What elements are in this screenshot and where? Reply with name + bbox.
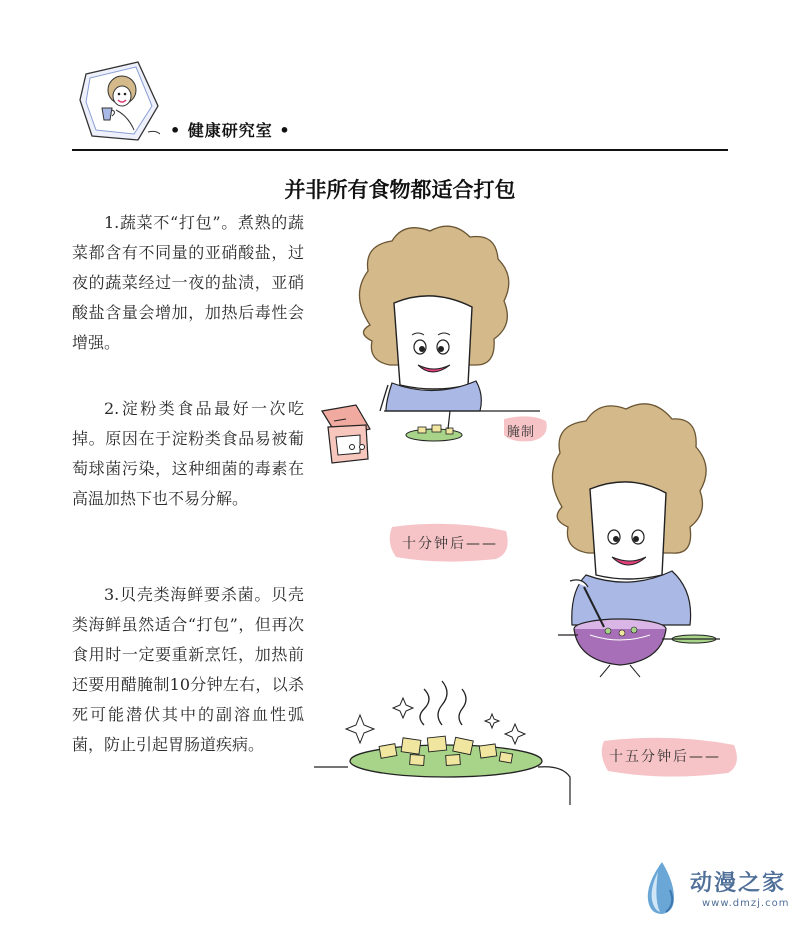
article-title: 并非所有食物都适合打包 — [284, 178, 516, 202]
paragraph-starch: 2.淀粉类食品最好一次吃掉。原因在于淀粉类食品易被葡萄球菌污染，这种细菌的毒素在高温加热下也不易分解。 — [72, 399, 304, 508]
leftover-plate — [406, 411, 462, 441]
paragraph-vegetables: 1.蔬菜不“打包”。煮熟的蔬菜都含有不同量的亚硝酸盐，过夜的蔬菜经过一夜的盐渍，亚硝酸盐含量会增加，加热后毒性会增强。 — [72, 213, 304, 352]
column-label: • 健康研究室 • — [170, 121, 291, 140]
takeout-box — [322, 405, 370, 463]
caption-marinate: 腌制 — [507, 425, 536, 440]
watermark-site-url: www.dmzj.com — [702, 898, 790, 909]
watermark-site-name: 动漫之家 — [690, 871, 787, 896]
caption-ten-minutes-later: 十分钟后—— — [402, 536, 498, 552]
scene-steaming-plate — [314, 681, 570, 805]
scene-woman-stirring — [552, 404, 720, 677]
face — [394, 296, 472, 389]
paragraph-shellfish: 3.贝壳类海鲜要杀菌。贝壳类海鲜虽然适合“打包”，但再次食用时一定要重新烹饪，加热前还要用醋腌制10分钟左右，以杀死可能潜伏其中的副溶血性弧菌，防止引起胃肠道疾病。 — [72, 585, 304, 754]
caption-fifteen-minutes-later: 十五分钟后—— — [609, 749, 721, 765]
header-divider — [72, 149, 728, 151]
column-badge-illustration — [78, 60, 160, 142]
comic-illustration — [300, 215, 750, 815]
watermark-drop-icon — [640, 860, 680, 916]
